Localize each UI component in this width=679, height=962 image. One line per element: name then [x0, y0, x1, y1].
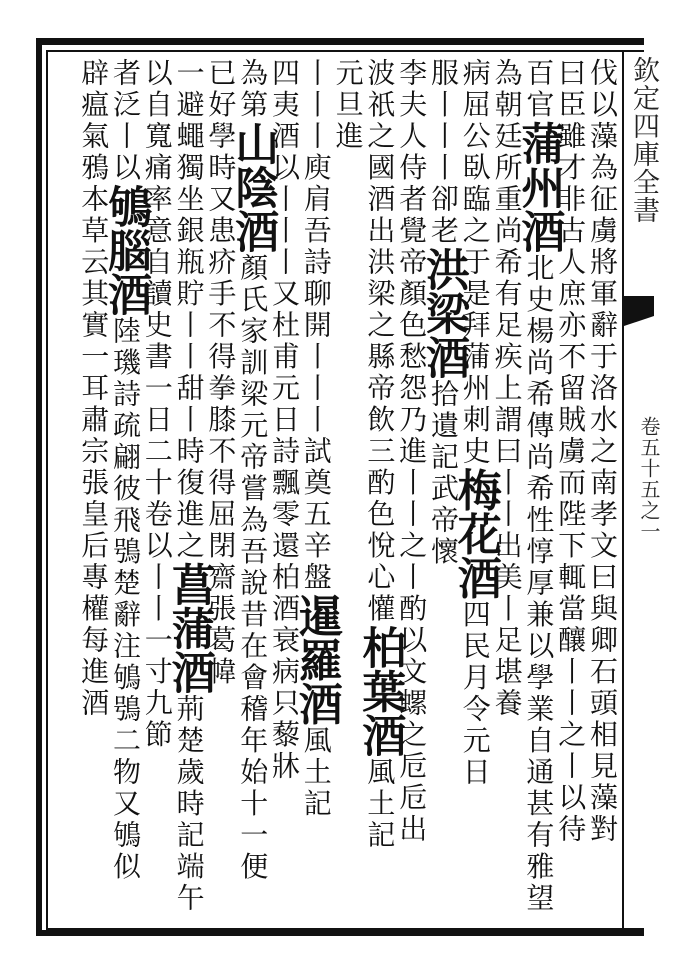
margin-title: 欽定四庫全書 [628, 56, 659, 224]
column-text: 曰臣雖才非古人庶亦不留賊虜而陛下輒當釀丨丨之丨以待 [554, 58, 588, 846]
column-text: 四民月令元日 [458, 599, 492, 789]
column-text: 風土記 [363, 757, 397, 852]
margin-strip-divider [622, 50, 624, 930]
column-text: 風土記 [299, 725, 333, 820]
column-text: 者泛丨以 [109, 58, 142, 184]
column-text: 元旦進 [331, 58, 365, 153]
column-text: 為朝廷所重尚希有足疾上謂曰丨丨出美丨足堪養 [490, 58, 524, 720]
column-text: 四夷酒以丨丨丨又杜甫元日詩飄零還柏酒衰病只藜牀 [268, 58, 301, 783]
wine-name-heading: 菖蒲酒 [163, 562, 215, 694]
column-text: 伐以藻為征虜將軍辭于洛水之南孝文曰與卿石頭相見藻對 [586, 58, 619, 846]
column-text: 一避蠅獨坐銀瓶貯丨丨甜丨時復進之 [172, 58, 206, 562]
wine-name-heading: 柏葉酒 [354, 625, 406, 757]
column-text: 北史楊尚希傳尚希性惇厚兼以學業自通甚有雅望 [522, 253, 556, 915]
column-text: 為第 [236, 58, 270, 121]
column-text: 已好學時又患疥手不得拳膝不得屈閉齋張葛幃 [204, 58, 238, 688]
column-text: 辟瘟氣鴉本草云其實一耳肅宗張皇后專權每進酒 [77, 58, 111, 720]
column-text: 顏氏家訓梁元帝嘗為吾說昔在會稽年始十一便 [236, 253, 270, 883]
column-text: 李夫人侍者覺帝顏色愁怨乃進丨丨之丨酌以文螺之卮卮出 [395, 58, 429, 846]
wine-name-heading: 山陰酒 [227, 121, 279, 253]
margin-volume-number: 卷五十五之一 [637, 416, 661, 542]
column-text: 拾遺記武帝懷 [427, 379, 460, 568]
fishtail-notch [624, 316, 654, 326]
column-text: 波祇之國酒出洪梁之縣帝飲三酌色悅心懽 [363, 58, 397, 625]
column-text: 以自寬痛率意自讀史書一日二十卷以丨丨一寸九節 [140, 58, 174, 751]
wine-name-heading: 洪梁酒 [418, 247, 469, 379]
fishtail-mark [624, 296, 654, 316]
column-text: 陸璣詩疏翩彼飛鴞楚辭注鴝鴞二物又鴝似 [109, 316, 142, 883]
column-text: 服丨丨丨卻老 [427, 58, 460, 247]
text-column [354, 58, 406, 852]
text-column [74, 58, 112, 720]
column-text: 荊楚歲時記端午 [172, 694, 206, 915]
wine-name-heading: 鴝腦酒 [100, 184, 151, 316]
column-text: 病屈公臥臨之于是拜蒲州刺史 [458, 58, 492, 468]
wine-name-heading: 蒲州酒 [513, 121, 565, 253]
column-text: 百官 [522, 58, 556, 121]
column-text: 丨丨丨庾肩吾詩聊開丨丨丨試奠五辛盤 [299, 58, 333, 594]
wine-name-heading: 梅花酒 [449, 467, 501, 600]
wine-name-heading: 暹羅酒 [290, 593, 342, 726]
